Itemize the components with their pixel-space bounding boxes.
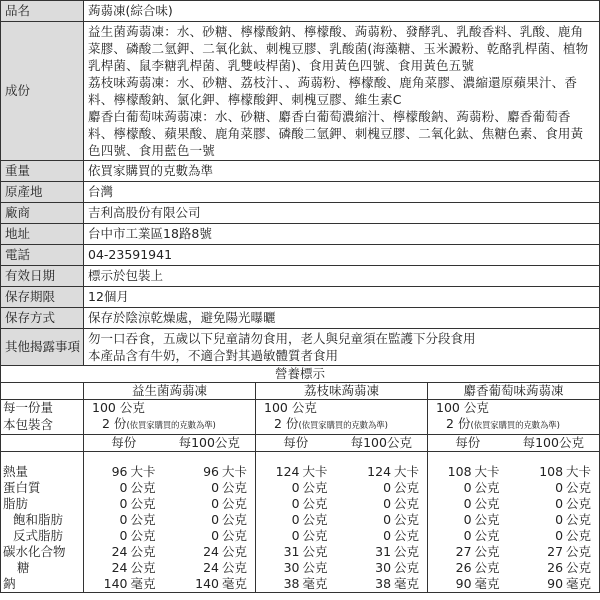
nutrient-row	[1, 496, 600, 512]
weight-value: 依買家購買的克數為準	[84, 161, 600, 182]
servings-lychee-note: (依買家購買的克數為準)	[298, 421, 388, 431]
nutrient-unit: 公克	[302, 559, 328, 575]
nutrient-label: 反式脂肪	[1, 528, 84, 544]
per-serving-header: 每份	[256, 435, 336, 452]
storage-label: 保存方式	[1, 308, 84, 329]
nutrient-unit: 公克	[302, 479, 328, 495]
nutrient-amount: 0	[119, 527, 128, 543]
nutrient-unit: 公克	[130, 511, 156, 527]
nutrient-value	[336, 480, 428, 496]
nutrient-unit: 公克	[302, 495, 328, 511]
spacer-cell	[256, 452, 336, 464]
nutrient-amount: 140	[103, 575, 128, 591]
nutrient-amount: 0	[555, 511, 564, 527]
nutrient-amount: 26	[455, 559, 472, 575]
nutrient-value	[164, 464, 256, 480]
storage-value: 保存於陰涼乾燥處，避免陽光曝曬	[84, 308, 600, 329]
nutrient-row	[1, 464, 600, 480]
nutrient-value	[256, 544, 336, 560]
nutrition-product-header	[1, 383, 600, 400]
nutrient-unit: 公克	[130, 559, 156, 575]
nutrient-unit: 毫克	[302, 575, 328, 591]
nutrient-amount: 30	[375, 559, 392, 575]
nutrient-value	[428, 480, 508, 496]
per-unit-header-row	[1, 435, 600, 452]
nutrient-unit: 公克	[474, 479, 500, 495]
nutrient-unit: 公克	[130, 527, 156, 543]
nutrient-value	[84, 496, 164, 512]
nutrient-amount: 0	[291, 479, 300, 495]
serving-size-muscat: 100 公克	[428, 400, 600, 417]
nutrient-row	[1, 480, 600, 496]
nutrient-amount: 0	[119, 495, 128, 511]
nutrient-unit: 公克	[394, 479, 420, 495]
nutrient-unit: 大卡	[474, 463, 500, 479]
nutrient-value	[84, 512, 164, 528]
nutrient-value	[428, 528, 508, 544]
servings-probiotic-value: 2 份	[102, 416, 127, 431]
spacer-cell	[508, 452, 600, 464]
nutrient-amount: 0	[463, 511, 472, 527]
nutrient-unit: 毫克	[394, 575, 420, 591]
per-serving-header: 每份	[84, 435, 164, 452]
nutrient-unit: 公克	[394, 495, 420, 511]
nutrient-unit: 公克	[474, 543, 500, 559]
nutrient-value	[164, 512, 256, 528]
nutrient-value	[84, 480, 164, 496]
per-100g-header: 每100公克	[336, 435, 428, 452]
info-row-origin	[1, 182, 600, 203]
nutrient-amount: 96	[111, 463, 128, 479]
expiry-value: 標示於包裝上	[84, 266, 600, 287]
nutrient-value	[256, 496, 336, 512]
nutrient-label: 脂肪	[1, 496, 84, 512]
nutrient-amount: 0	[463, 527, 472, 543]
nutrient-unit: 公克	[394, 543, 420, 559]
nutrient-unit: 毫克	[130, 575, 156, 591]
serving-size-label: 每一份量	[1, 400, 84, 417]
info-row-product-name	[1, 1, 600, 22]
serving-size-lychee: 100 公克	[256, 400, 428, 417]
info-row-weight	[1, 161, 600, 182]
nutrient-value	[84, 464, 164, 480]
nutrient-unit: 公克	[474, 559, 500, 575]
nutrient-value	[164, 528, 256, 544]
nutrient-unit: 毫克	[566, 575, 592, 591]
spacer-row	[1, 452, 600, 464]
nutrient-value	[336, 560, 428, 576]
nutrient-unit: 毫克	[474, 575, 500, 591]
per-100g-header: 每100公克	[164, 435, 256, 452]
nutrient-value	[336, 544, 428, 560]
serving-size-probiotic: 100 公克	[84, 400, 256, 417]
warning-line-choking: 勿一口吞食，五歲以下兒童請勿食用，老人與兒童須在監護下分段食用	[88, 331, 476, 346]
nutrient-value	[336, 496, 428, 512]
nutrient-amount: 31	[283, 543, 300, 559]
nutrient-amount: 0	[383, 511, 392, 527]
nutrient-amount: 0	[383, 527, 392, 543]
nutrient-amount: 30	[283, 559, 300, 575]
nutrient-unit: 公克	[302, 527, 328, 543]
nutrient-value	[508, 528, 600, 544]
nutrient-value	[428, 464, 508, 480]
nutrient-row	[1, 576, 600, 593]
product-header-lychee: 荔枝味蒟蒻凍	[256, 383, 428, 400]
product-name-label: 品名	[1, 1, 84, 22]
nutrient-amount: 0	[555, 527, 564, 543]
nutrient-amount: 0	[291, 495, 300, 511]
per-serving-header: 每份	[428, 435, 508, 452]
nutrient-row	[1, 560, 600, 576]
nutrient-unit: 公克	[222, 511, 248, 527]
nutrient-unit: 公克	[566, 511, 592, 527]
nutrient-amount: 0	[463, 479, 472, 495]
nutrient-unit: 公克	[566, 543, 592, 559]
nutrient-value	[256, 576, 336, 593]
nutrient-amount: 0	[383, 495, 392, 511]
nutrient-value	[256, 512, 336, 528]
nutrient-amount: 0	[211, 511, 220, 527]
nutrient-value	[508, 560, 600, 576]
nutrient-amount: 38	[375, 575, 392, 591]
shelf-life-value: 12個月	[84, 287, 600, 308]
info-row-storage	[1, 308, 600, 329]
nutrient-label: 飽和脂肪	[1, 512, 84, 528]
nutrient-amount: 24	[203, 559, 220, 575]
address-label: 地址	[1, 224, 84, 245]
nutrient-unit: 公克	[394, 527, 420, 543]
nutrient-value	[336, 576, 428, 593]
nutrient-value	[336, 528, 428, 544]
nutrient-value	[508, 464, 600, 480]
nutrient-value	[428, 560, 508, 576]
servings-muscat	[428, 416, 600, 435]
nutrient-amount: 124	[367, 463, 392, 479]
nutrient-label: 鈉	[1, 576, 84, 593]
nutrient-value	[164, 576, 256, 593]
nutrient-value	[84, 528, 164, 544]
servings-muscat-value: 2 份	[446, 416, 471, 431]
expiry-label: 有效日期	[1, 266, 84, 287]
nutrient-amount: 124	[275, 463, 300, 479]
nutrient-amount: 0	[555, 495, 564, 511]
servings-probiotic	[84, 416, 256, 435]
origin-value: 台灣	[84, 182, 600, 203]
nutrient-amount: 0	[463, 495, 472, 511]
nutrient-amount: 24	[111, 559, 128, 575]
nutrient-unit: 公克	[474, 511, 500, 527]
spacer-cell	[84, 452, 164, 464]
spacer-cell	[1, 452, 84, 464]
nutrient-amount: 108	[539, 463, 564, 479]
servings-lychee-value: 2 份	[274, 416, 299, 431]
servings-probiotic-note: (依買家購買的克數為準)	[126, 421, 216, 431]
nutrient-amount: 26	[547, 559, 564, 575]
phone-label: 電話	[1, 245, 84, 266]
nutrient-value	[508, 496, 600, 512]
nutrient-value	[428, 576, 508, 593]
nutrient-value	[84, 560, 164, 576]
nutrient-amount: 140	[195, 575, 220, 591]
nutrient-unit: 大卡	[130, 463, 156, 479]
nutrient-value	[256, 560, 336, 576]
nutrient-row	[1, 544, 600, 560]
nutrient-value	[336, 464, 428, 480]
nutrient-label: 碳水化合物	[1, 544, 84, 560]
nutrient-unit: 公克	[566, 495, 592, 511]
nutrient-unit: 毫克	[222, 575, 248, 591]
nutrient-amount: 27	[455, 543, 472, 559]
info-row-phone	[1, 245, 600, 266]
shelf-life-label: 保存期限	[1, 287, 84, 308]
product-header-probiotic: 益生菌蒟蒻凍	[84, 383, 256, 400]
nutrient-value	[508, 480, 600, 496]
per-100g-header: 每100公克	[508, 435, 600, 452]
nutrient-value	[336, 512, 428, 528]
nutrient-unit: 大卡	[566, 463, 592, 479]
nutrient-amount: 0	[291, 511, 300, 527]
per-unit-corner	[1, 435, 84, 452]
warnings-label: 其他揭露事項	[1, 329, 84, 366]
warning-line-allergen: 本產品含有牛奶，不適合對其過敏體質者食用	[88, 348, 339, 363]
ingredients-label: 成份	[1, 22, 84, 161]
nutrient-amount: 90	[455, 575, 472, 591]
warnings-value	[84, 329, 600, 366]
nutrient-amount: 27	[547, 543, 564, 559]
nutrient-amount: 108	[447, 463, 472, 479]
nutrient-amount: 0	[211, 527, 220, 543]
info-row-address	[1, 224, 600, 245]
nutrient-unit: 大卡	[302, 463, 328, 479]
nutrient-unit: 大卡	[394, 463, 420, 479]
nutrient-value	[508, 544, 600, 560]
nutrient-value	[164, 544, 256, 560]
spacer-cell	[336, 452, 428, 464]
nutrient-unit: 公克	[566, 479, 592, 495]
maker-value: 吉利高股份有限公司	[84, 203, 600, 224]
servings-per-package-label: 本包裝含	[1, 416, 84, 435]
origin-label: 原產地	[1, 182, 84, 203]
product-name-value: 蒟蒻凍(綜合味)	[84, 1, 600, 22]
nutrient-value	[428, 496, 508, 512]
nutrient-value	[164, 496, 256, 512]
nutrient-value	[84, 576, 164, 593]
nutrient-rows	[1, 464, 600, 593]
nutrient-amount: 96	[203, 463, 220, 479]
nutrition-title: 營養標示	[0, 366, 600, 382]
servings-lychee	[256, 416, 428, 435]
nutrient-amount: 90	[547, 575, 564, 591]
product-header-muscat: 麝香葡萄味蒟蒻凍	[428, 383, 600, 400]
phone-value: 04-23591941	[84, 245, 600, 266]
ingredients-muscat: 麝香白葡萄味蒟蒻凍：水、砂糖、麝香白葡萄濃縮汁、檸檬酸鈉、蒟蒻粉、麝香葡萄香料、檸檬酸、蘋果酸、鹿角菜膠、磷酸二氫鉀、刺槐豆膠、二氧化鈦、焦糖色素、食用黃色四號、食用藍色一號	[88, 109, 584, 158]
ingredients-lychee: 荔枝味蒟蒻凍：水、砂糖、荔枝汁、、蒟蒻粉、檸檬酸、鹿角菜膠、濃縮還原蘋果汁、香料、檸檬酸鈉、氯化鉀、檸檬酸鉀、刺槐豆膠、維生素C	[88, 75, 578, 107]
nutrient-unit: 公克	[566, 527, 592, 543]
nutrient-unit: 公克	[394, 559, 420, 575]
nutrition-corner	[1, 383, 84, 400]
nutrient-unit: 公克	[222, 495, 248, 511]
info-row-shelf-life	[1, 287, 600, 308]
nutrient-value	[428, 544, 508, 560]
maker-label: 廠商	[1, 203, 84, 224]
nutrient-label: 熱量	[1, 464, 84, 480]
nutrient-amount: 0	[555, 479, 564, 495]
nutrient-unit: 公克	[566, 559, 592, 575]
ingredients-value	[84, 22, 600, 161]
nutrient-unit: 公克	[394, 511, 420, 527]
serving-size-row	[1, 400, 600, 417]
nutrient-unit: 公克	[222, 479, 248, 495]
nutrient-unit: 大卡	[222, 463, 248, 479]
info-row-ingredients	[1, 22, 600, 161]
nutrient-label: 糖	[1, 560, 84, 576]
nutrient-unit: 公克	[302, 543, 328, 559]
nutrient-unit: 公克	[302, 511, 328, 527]
nutrition-table	[0, 382, 600, 593]
nutrient-amount: 0	[211, 479, 220, 495]
nutrient-unit: 公克	[474, 495, 500, 511]
nutrient-amount: 38	[283, 575, 300, 591]
nutrient-amount: 24	[203, 543, 220, 559]
nutrient-value	[428, 512, 508, 528]
nutrient-amount: 0	[119, 479, 128, 495]
info-row-expiry	[1, 266, 600, 287]
nutrient-row	[1, 512, 600, 528]
nutrient-value	[508, 576, 600, 593]
nutrient-value	[256, 480, 336, 496]
nutrient-amount: 0	[383, 479, 392, 495]
nutrient-unit: 公克	[222, 559, 248, 575]
nutrient-value	[256, 528, 336, 544]
nutrient-amount: 31	[375, 543, 392, 559]
nutrient-unit: 公克	[222, 543, 248, 559]
nutrient-value	[164, 480, 256, 496]
servings-per-package-row	[1, 416, 600, 435]
nutrient-unit: 公克	[130, 495, 156, 511]
nutrient-value	[164, 560, 256, 576]
spacer-cell	[428, 452, 508, 464]
ingredients-probiotic: 益生菌蒟蒻凍：水、砂糖、檸檬酸鈉、檸檬酸、蒟蒻粉、發酵乳、乳酸香料、乳酸、鹿角菜膠、磷酸二氫鉀、二氧化鈦、刺槐豆膠、乳酸菌(海藻糖、玉米澱粉、乾酪乳桿菌、植物乳桿菌、鼠李糖乳桿菌、乳雙岐桿菌)、食用黃色四號、食用黃色五號	[88, 24, 589, 73]
weight-label: 重量	[1, 161, 84, 182]
nutrient-value	[84, 544, 164, 560]
nutrient-unit: 公克	[474, 527, 500, 543]
nutrient-row	[1, 528, 600, 544]
servings-muscat-note: (依買家購買的克數為準)	[470, 421, 560, 431]
nutrient-value	[256, 464, 336, 480]
nutrient-unit: 公克	[130, 543, 156, 559]
info-row-maker	[1, 203, 600, 224]
nutrient-amount: 24	[111, 543, 128, 559]
nutrient-amount: 0	[211, 495, 220, 511]
nutrient-unit: 公克	[222, 527, 248, 543]
nutrient-amount: 0	[291, 527, 300, 543]
address-value: 台中市工業區18路8號	[84, 224, 600, 245]
info-row-warnings	[1, 329, 600, 366]
nutrient-value	[508, 512, 600, 528]
nutrient-amount: 0	[119, 511, 128, 527]
spacer-cell	[164, 452, 256, 464]
nutrient-unit: 公克	[130, 479, 156, 495]
nutrient-label: 蛋白質	[1, 480, 84, 496]
